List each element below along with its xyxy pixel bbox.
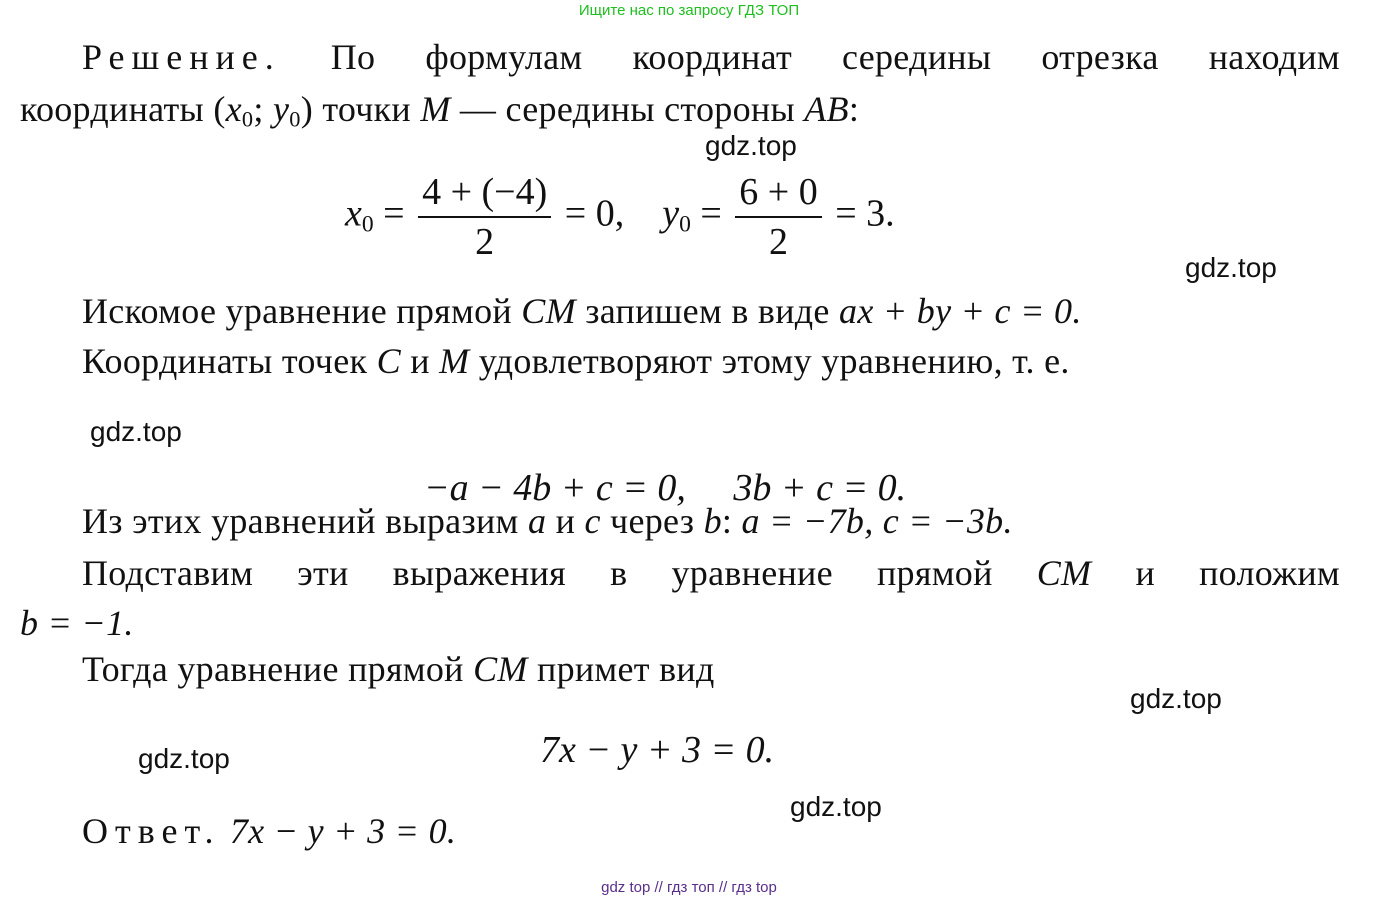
solution-line-8: Тогда уравнение прямой CM примет вид <box>82 649 715 689</box>
y0-result: = 3. <box>835 192 895 235</box>
fraction-y <box>735 170 821 264</box>
line5-text-b: и <box>555 501 576 541</box>
watermark: gdz.top <box>705 130 797 161</box>
watermark: gdz.top <box>790 791 882 822</box>
answer-label: Ответ. <box>82 811 221 851</box>
final-equation <box>540 728 774 772</box>
solution-line-7 <box>20 602 134 644</box>
line3-text-b: запишем в виде <box>585 291 830 331</box>
fraction-x-numerator: 4 + (−4) <box>418 170 551 218</box>
line7-equation: b = −1. <box>20 603 134 643</box>
system-equation <box>405 422 906 510</box>
line2-text-a: координаты <box>20 89 205 129</box>
watermark: gdz.top <box>90 416 182 447</box>
line8-text-b: примет вид <box>537 649 715 689</box>
solution-line-1-text: По формулам координат середины отрезка находим <box>330 37 1340 77</box>
fraction-y-denominator: 2 <box>769 221 789 263</box>
solution-line-2: координаты ($x_0$; $y_0$) точки M — середины стороны AB: <box>20 89 860 132</box>
watermark: gdz.top <box>1185 252 1277 283</box>
fraction-y-numerator: 6 + 0 <box>735 170 821 218</box>
footer-links[interactable]: gdz top // гдз топ // гдз top <box>601 879 777 896</box>
x0-result: = 0, <box>564 192 625 235</box>
line2-text-b: точки <box>322 89 411 129</box>
line8-text-a: Тогда уравнение прямой <box>82 649 464 689</box>
solution-line-3: Искомое уравнение прямой CM запишем в виде ax + by + c = 0. <box>82 291 1082 331</box>
answer-equation: 7x − y + 3 = 0. <box>229 811 457 851</box>
line5-text-a: Из этих уравнений выразим <box>82 501 519 541</box>
fraction-x <box>418 170 551 264</box>
watermark: gdz.top <box>1130 683 1222 714</box>
line6-text-b: и положим <box>1135 553 1340 593</box>
line3-equation: ax + by + c = 0. <box>839 291 1082 331</box>
line6-text-a: Подставим эти выражения в уравнение прямой <box>82 553 993 593</box>
solution-line-1 <box>82 36 1340 78</box>
solution-line-5: Из этих уравнений выразим a и c через b: a = −7b, c = −3b. <box>82 501 1013 541</box>
fraction-x-denominator: 2 <box>475 221 495 263</box>
answer-line <box>82 810 456 852</box>
watermark: gdz.top <box>138 743 230 774</box>
line4-text-a: Координаты точек <box>82 341 368 381</box>
line4-text-b: и <box>410 341 430 381</box>
line5-equations: a = −7b, c = −3b. <box>741 501 1013 541</box>
solution-line-6: Подставим эти выражения в уравнение прямой CM и положим <box>82 553 1340 593</box>
system-equation-text: −a − 4b + c = 0, 3b + c = 0. <box>424 467 907 509</box>
solution-label: Решение. <box>82 37 281 77</box>
line3-text-a: Искомое уравнение прямой <box>82 291 512 331</box>
line4-text-c: удовлетворяют этому уравнению, т. е. <box>478 341 1070 381</box>
search-banner[interactable]: Ищите нас по запросу ГДЗ ТОП <box>578 2 800 19</box>
final-equation-text: 7x − y + 3 = 0. <box>540 729 775 771</box>
midpoint-equation: $x_0$ = $\frac{4 + (-4)}{2}$ = 0, $y_0$ = $\frac{6 + 0}{2}$ = 3. <box>345 171 895 263</box>
line2-text-c: — середины стороны <box>459 89 795 129</box>
line5-text-c: через <box>610 501 695 541</box>
solution-line-4: Координаты точек C и M удовлетворяют этому уравнению, т. е. <box>82 341 1070 381</box>
